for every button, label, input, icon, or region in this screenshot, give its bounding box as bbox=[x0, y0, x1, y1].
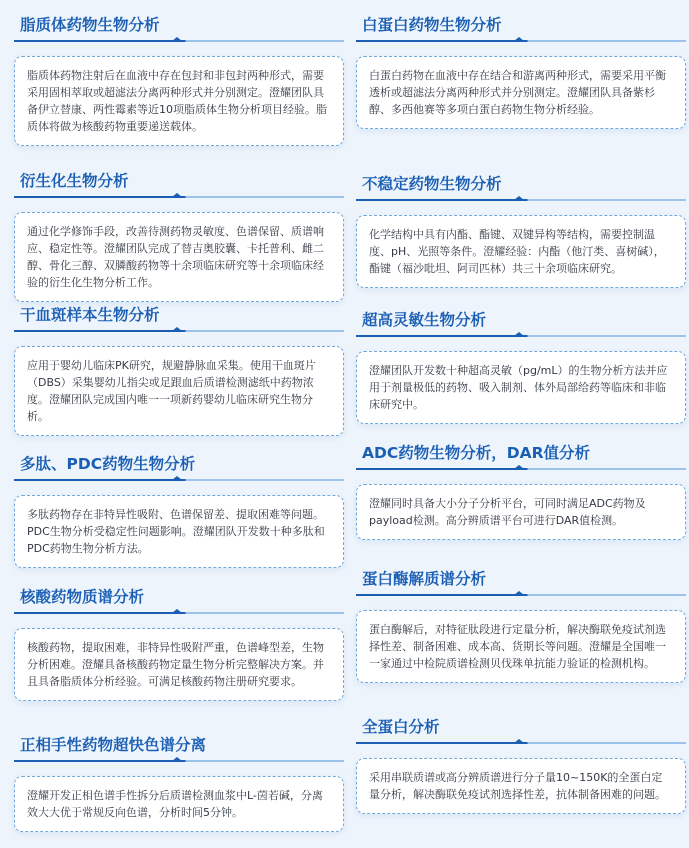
section-adc-dar bbox=[356, 442, 686, 540]
section-peptide-pdc bbox=[14, 453, 344, 568]
section-chiral bbox=[14, 734, 344, 832]
section-protease-ms bbox=[356, 568, 686, 683]
title-underline bbox=[14, 40, 344, 42]
section-title: 正相手性药物超快色谱分离 bbox=[20, 736, 207, 754]
section-card: 澄耀开发正相色谱手性拆分后质谱检测血浆中L-茵若碱，分离效大大优于常规反向色谱，分析时间5分钟。 bbox=[14, 776, 344, 832]
section-unstable bbox=[356, 173, 686, 288]
title-underline bbox=[356, 335, 686, 337]
title-underline bbox=[356, 199, 686, 201]
section-title: 干血斑样本生物分析 bbox=[20, 306, 160, 324]
title-underline bbox=[14, 760, 344, 762]
section-card: 化学结构中具有内酯、酯键、双键异构等结构，需要控制温度、pH、光照等条件。澄耀经验：内酯（他汀类、喜树碱），酯键（福沙吡坦、阿司匹林）共三十余项临床研究。 bbox=[356, 215, 686, 288]
section-card: 多肽药物存在非特异性吸附、色谱保留差、提取困难等问题。PDC生物分析受稳定性问题影响。澄耀团队开发数十种多肽和PDC药物生物分析方法。 bbox=[14, 495, 344, 568]
section-title: 蛋白酶解质谱分析 bbox=[362, 570, 487, 588]
section-title: 超高灵敏生物分析 bbox=[362, 311, 487, 329]
title-underline bbox=[356, 468, 686, 470]
section-card: 通过化学修饰手段，改善待测药物灵敏度、色谱保留、质谱响应、稳定性等。澄耀团队完成了替吉奥胶囊、卡托普利、雌二醇、骨化三醇、双膦酸药物等十余项临床研究等十余项临床经验的衍生化生物分析工作。 bbox=[14, 212, 344, 302]
section-title: ADC药物生物分析，DAR值分析 bbox=[362, 444, 591, 462]
section-derivatization bbox=[14, 170, 344, 302]
section-card: 脂质体药物注射后在血液中存在包封和非包封两种形式，需要采用固相萃取或超滤法分离两种形式并分别测定。澄耀团队具备伊立替康、两性霉素等近10项脂质体生物分析项目经验。脂质体将做为核酸药物重要递送载体。 bbox=[14, 56, 344, 146]
section-title: 多肽、PDC药物生物分析 bbox=[20, 455, 196, 473]
section-title: 全蛋白分析 bbox=[362, 718, 440, 736]
title-underline bbox=[356, 742, 686, 744]
section-card: 采用串联质谱或高分辨质谱进行分子量10~150K的全蛋白定量分析，解决酶联免疫试剂选择性差，抗体制备困难的问题。 bbox=[356, 758, 686, 814]
section-liposome bbox=[14, 14, 344, 146]
section-title: 不稳定药物生物分析 bbox=[362, 175, 502, 193]
section-nucleic-acid bbox=[14, 586, 344, 701]
title-underline bbox=[356, 40, 686, 42]
section-card: 蛋白酶解后，对特征肽段进行定量分析，解决酶联免疫试剂选择性差、制备困难、成本高、货期长等问题。澄耀是全国唯一一家通过中检院质谱检测贝伐珠单抗能力验证的检测机构。 bbox=[356, 610, 686, 683]
section-card: 澄耀团队开发数十种超高灵敏（pg/mL）的生物分析方法并应用于剂量极低的药物、吸入制剂、体外局部给药等临床和非临床研究中。 bbox=[356, 351, 686, 424]
title-underline bbox=[14, 330, 344, 332]
title-underline bbox=[14, 196, 344, 198]
title-underline bbox=[14, 479, 344, 481]
section-albumin bbox=[356, 14, 686, 129]
section-card: 白蛋白药物在血液中存在结合和游离两种形式，需要采用平衡透析或超滤法分离两种形式并分别测定。澄耀团队具备紫杉醇、多西他赛等多项白蛋白药物生物分析经验。 bbox=[356, 56, 686, 129]
title-underline bbox=[356, 594, 686, 596]
section-card: 核酸药物，提取困难，非特异性吸附严重，色谱峰型差，生物分析困难。澄耀具备核酸药物定量生物分析完整解决方案。并且具备脂质体分析经验。可满足核酸药物注册研究要求。 bbox=[14, 628, 344, 701]
section-card: 澄耀同时具备大小分子分析平台，可同时满足ADC药物及payload检测。高分辨质谱平台可进行DAR值检测。 bbox=[356, 484, 686, 540]
title-underline bbox=[14, 612, 344, 614]
section-ultra-sensitive bbox=[356, 309, 686, 424]
section-whole-protein bbox=[356, 716, 686, 814]
section-card: 应用于婴幼儿临床PK研究，规避静脉血采集。使用干血斑片（DBS）采集婴幼儿指尖或足跟血后质谱检测滤纸中药物浓度。澄耀团队完成国内唯一一项新药婴幼儿临床研究生物分析。 bbox=[14, 346, 344, 436]
section-title: 白蛋白药物生物分析 bbox=[362, 16, 502, 34]
section-dbs bbox=[14, 304, 344, 436]
section-title: 衍生化生物分析 bbox=[20, 172, 129, 190]
section-title: 脂质体药物生物分析 bbox=[20, 16, 160, 34]
section-title: 核酸药物质谱分析 bbox=[20, 588, 145, 606]
